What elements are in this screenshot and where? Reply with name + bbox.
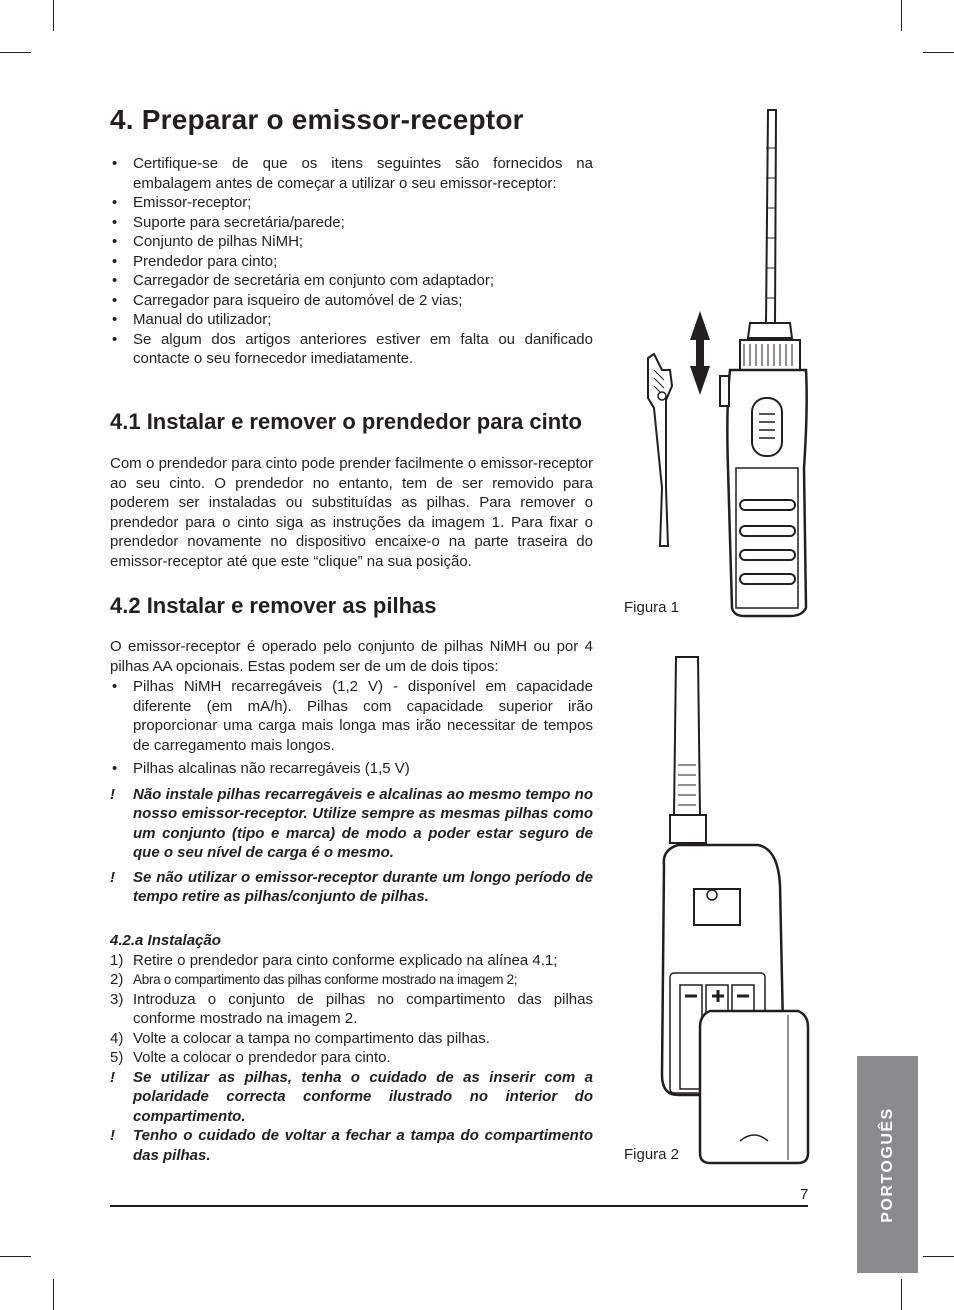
section-4-1-block [110,454,593,571]
list-item: 5) Volte a colocar o prendedor para cinto. [110,1049,391,1066]
figure-1-caption: Figura 1 [624,599,680,616]
figure-2-illustration [648,655,818,1167]
section-4-1-body: Com o prendedor para cinto pode prender facilmente o emissor-receptor ao seu cinto. O prendedor no entanto, tem de ser removido para poderem ser instaladas ou substituídas as pilhas. Para remover o prendedor para o cinto siga as instruções da imagem 1. Para fixar o prendedor novamente no dispositivo encaixe-o na parte traseira do emissor-receptor até que este “clique” na sua posição. [110,455,593,570]
battery-types-list [110,677,593,779]
warning-mark: ! [110,868,115,886]
double-arrow-icon [690,311,710,395]
list-item: • Carregador de secretária em conjunto com adaptador; [110,271,593,291]
warning-note: ! Se utilizar as pilhas, tenha o cuidado de as inserir com a polaridade correcta conforme ilustrado no interior do compartimento. [110,1068,593,1125]
list-item: 2) Abra o compartimento das pilhas conforme mostrado na imagem 2; [110,971,518,988]
list-item: • Pilhas alcalinas não recarregáveis (1,5 V) [110,759,593,779]
antenna-icon [766,110,776,323]
warning-mark: ! [110,1068,115,1086]
page-number: 7 [800,1186,809,1203]
list-item: • Emissor-receptor; [110,193,593,213]
list-item: 3) Introduza o conjunto de pilhas no compartimento das pilhas conforme mostrado na imagem 2. [110,990,593,1027]
warning-note: ! Não instale pilhas recarregáveis e alcalinas ao mesmo tempo no nosso emissor-receptor. Utilize sempre as mesmas pilhas como um conjunto (tipo e marca) de modo a poder estar seguro de que o seu nível de carga é o mesmo. [110,785,593,861]
antenna-icon [674,657,700,815]
battery-cover-icon [700,1011,808,1163]
crop-mark [901,0,902,31]
crop-mark [0,52,31,53]
crop-mark [923,1256,954,1257]
list-item: • Pilhas NiMH recarregáveis (1,2 V) - disponível em capacidade diferente (em mA/h). Pilhas com capacidade superior irão proporcionar uma carga mais longa mas irão necessitar de tempos de carregamento mais longos. [110,677,593,755]
language-side-tab [857,1056,918,1273]
list-item: 1) Retire o prendedor para cinto conforme explicado na alínea 4.1; [110,951,558,969]
warning-note: ! Se não utilizar o emissor-receptor durante um longo período de tempo retire as pilhas/conjunto de pilhas. [110,868,593,905]
language-label: PORTOGUÊS [878,1106,896,1223]
section-heading-4-2: 4.2 Instalar e remover as pilhas [110,593,437,618]
list-item: • Se algum dos artigos anteriores estiver em falta ou danificado contacte o seu fornecedor imediatamente. [110,330,593,369]
list-item: • Carregador para isqueiro de automóvel de 2 vias; [110,291,593,311]
list-item: • Certifique-se de que os itens seguintes são fornecidos na embalagem antes de começar a utilizar o seu emissor-receptor: [110,154,593,193]
list-item: • Suporte para secretária/parede; [110,213,593,233]
list-item: 4) Volte a colocar a tampa no compartimento das pilhas. [110,1029,490,1047]
figure-1-illustration [640,108,815,620]
crop-mark [923,52,954,53]
intro-list-block [110,154,593,369]
subsection-heading: 4.2.a Instalação [110,932,221,949]
crop-mark [53,1279,54,1310]
warning-mark: ! [110,785,115,803]
install-steps [110,951,593,1068]
section-4-2a-block [110,931,593,1165]
list-item: • Conjunto de pilhas NiMH; [110,232,593,252]
crop-mark [53,0,54,31]
section-4-2-block [110,637,593,907]
crop-mark [901,1279,902,1310]
intro-list [110,154,593,369]
section-4-2-body: O emissor-receptor é operado pelo conjunto de pilhas NiMH ou por 4 pilhas AA opcionais. Estas podem ser de um de dois tipos: [110,638,593,675]
list-item: • Manual do utilizador; [110,310,593,330]
figure-2-caption: Figura 2 [624,1146,680,1163]
footer-rule [110,1205,808,1207]
crop-mark [0,1256,31,1257]
warning-note: ! Tenho o cuidado de voltar a fechar a tampa do compartimento das pilhas. [110,1127,593,1164]
section-heading-4-1: 4.1 Instalar e remover o prendedor para cinto [110,409,582,434]
belt-clip-icon [648,354,672,546]
page-title: 4. Preparar o emissor-receptor [110,104,524,135]
warning-mark: ! [110,1127,115,1144]
list-item: • Prendedor para cinto; [110,252,593,272]
